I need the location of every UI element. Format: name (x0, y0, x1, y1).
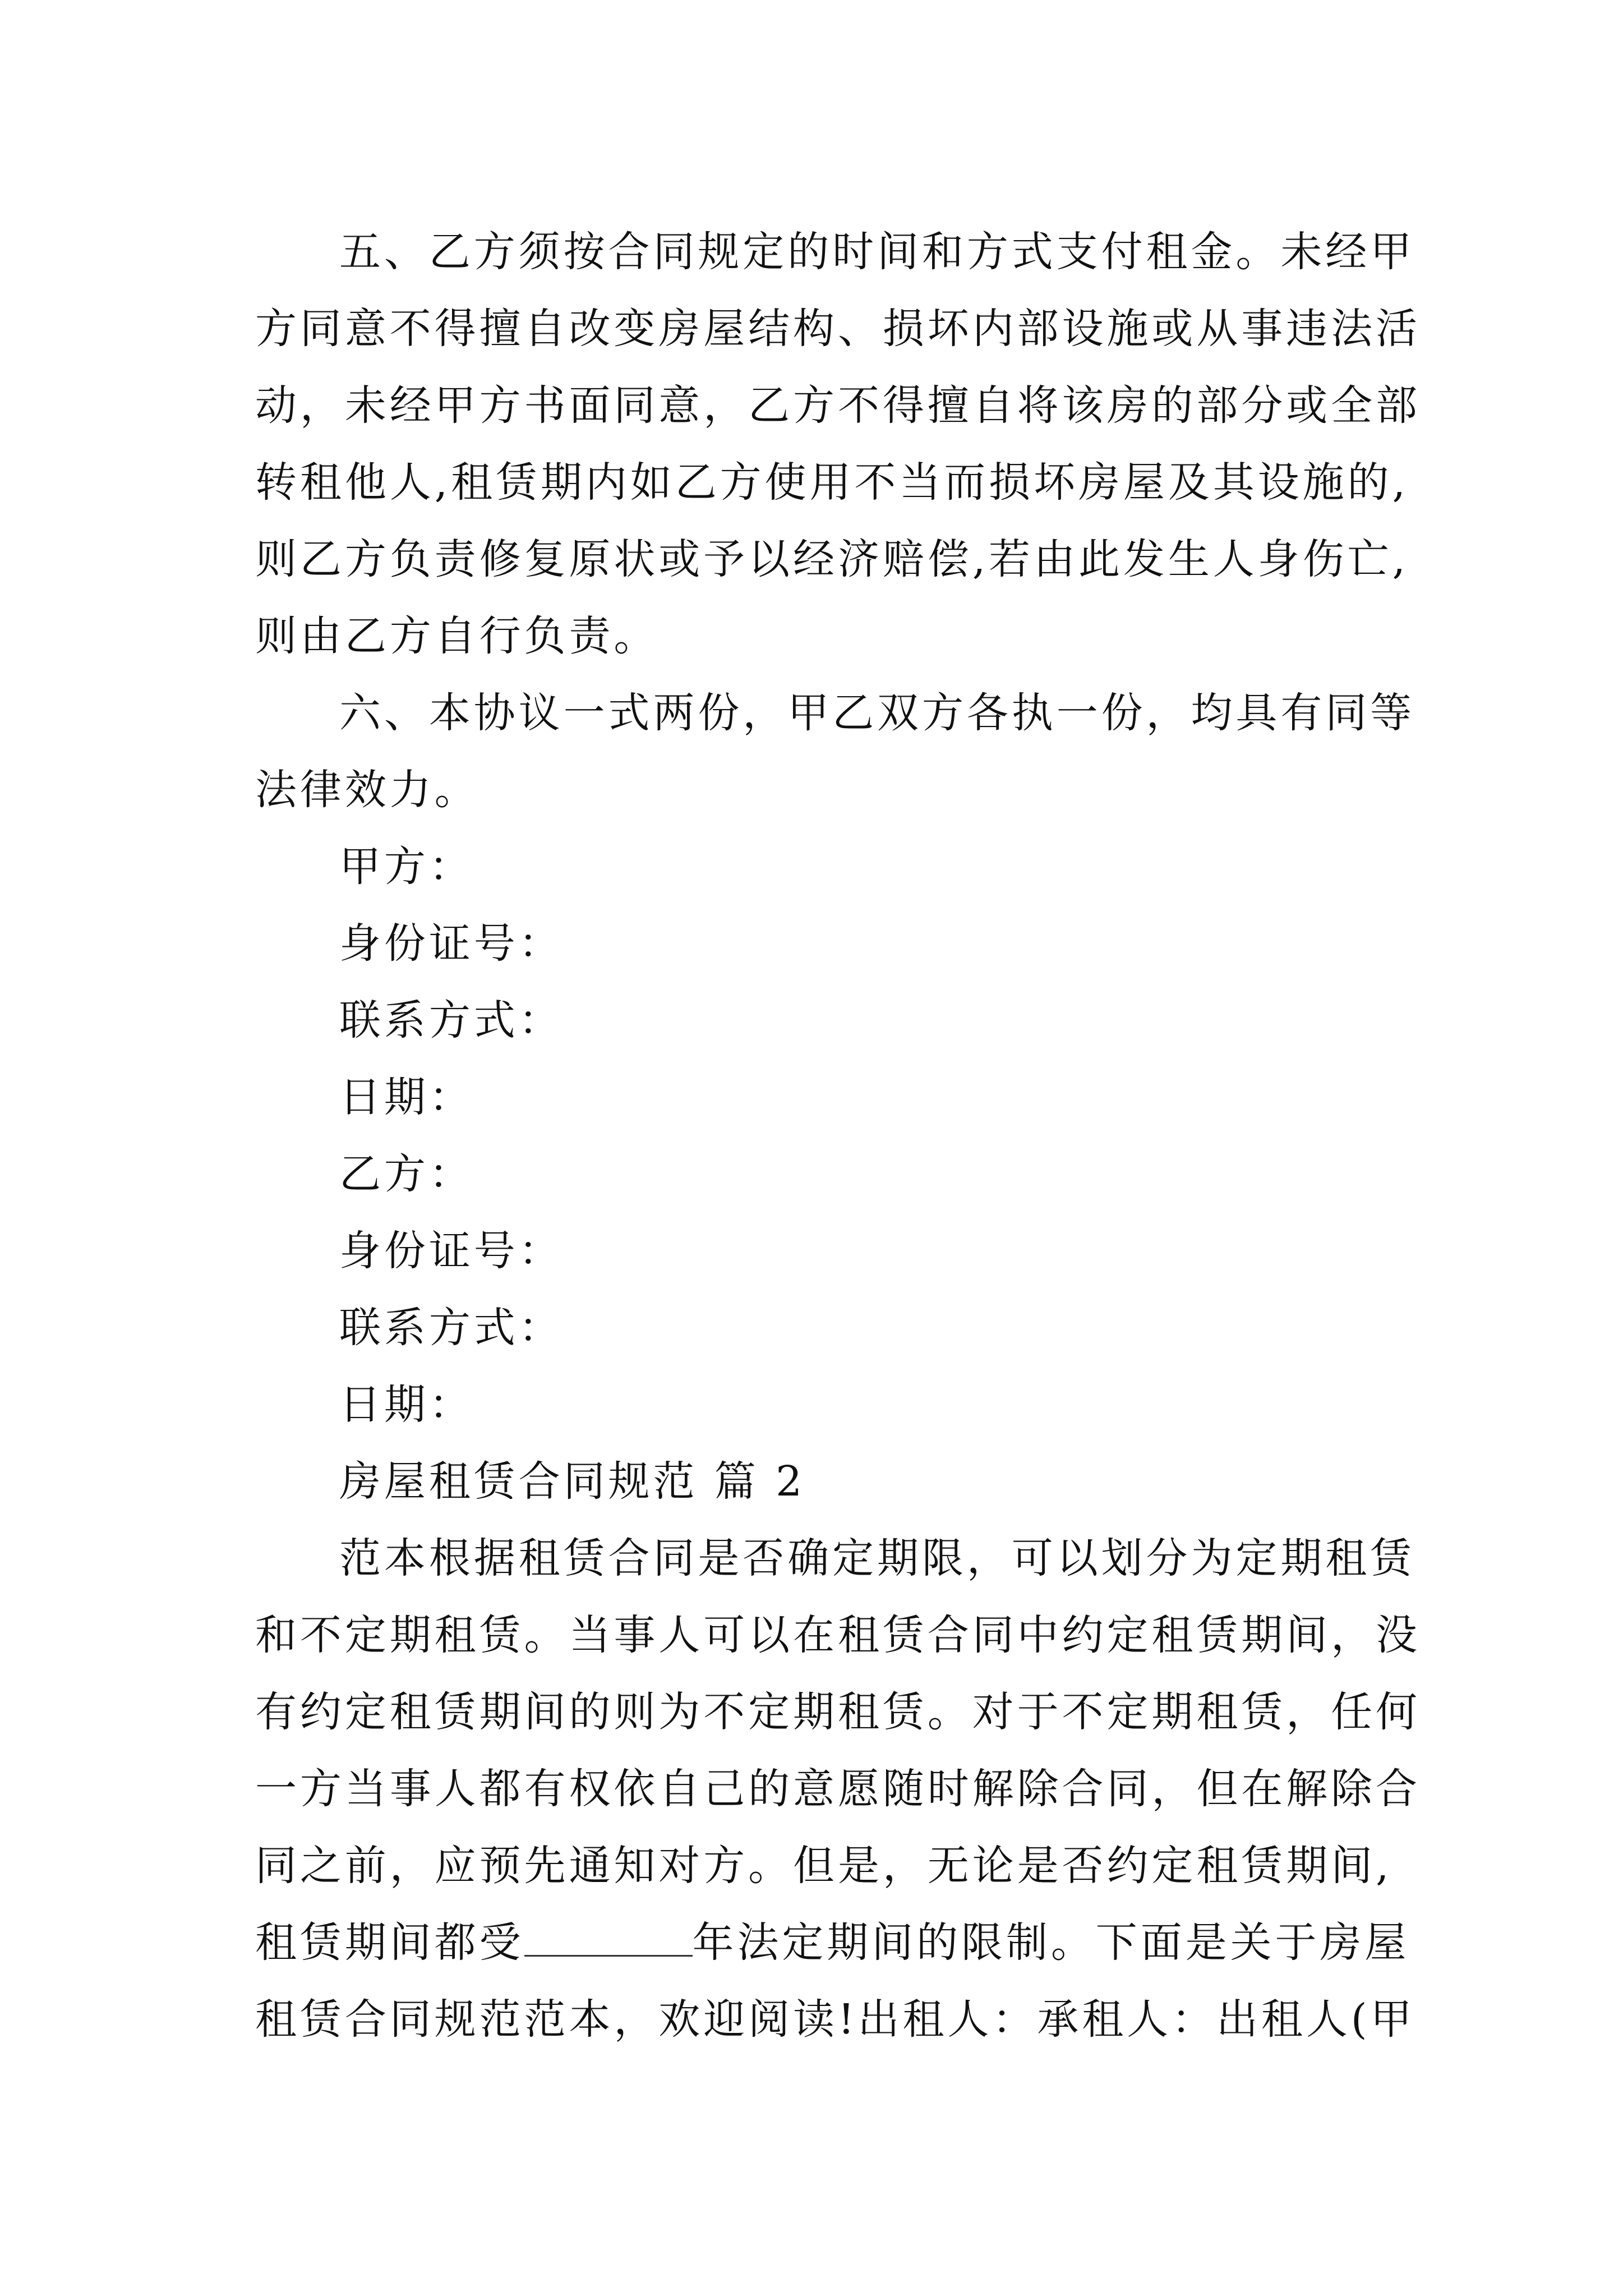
text-line-p6-l1: 六、本协议一式两份，甲乙双方各执一份，均具有同等 (339, 689, 1415, 737)
text-line-p7-l7: 租赁合同规范范本，欢迎阅读!出租人：承租人：出租人(甲 (255, 1995, 1415, 2044)
text-line-p6-l2: 法律效力。 (255, 766, 479, 814)
text-line-p5-l3: 动，未经甲方书面同意，乙方不得擅自将该房的部分或全部 (255, 381, 1421, 430)
text-line-p5-l6: 则由乙方自行负责。 (255, 612, 659, 660)
text-line-p7-l2: 和不定期租赁。当事人可以在租赁合同中约定租赁期间，没 (255, 1611, 1421, 1659)
text-line-p5-l4: 转租他人,租赁期内如乙方使用不当而损坏房屋及其设施的, (255, 458, 1409, 507)
text-line-p7-l4: 一方当事人都有权依自己的意愿随时解除合同，但在解除合 (255, 1765, 1421, 1813)
text-line-sig-b-party: 乙方： (339, 1150, 474, 1198)
text-line-sig-b-contact: 联系方式： (339, 1304, 564, 1352)
text-line-section-heading: 房屋租赁合同规范 篇 2 (339, 1457, 806, 1506)
text-line-sig-a-contact: 联系方式： (339, 996, 564, 1045)
text-line-p5-l5: 则乙方负责修复原状或予以经济赔偿,若由此发生人身伤亡, (255, 535, 1409, 583)
text-line-p7-l1: 范本根据租赁合同是否确定期限，可以划分为定期租赁 (339, 1534, 1415, 1582)
text-line-sig-b-date: 日期： (339, 1381, 474, 1429)
text-line-sig-a-date: 日期： (339, 1073, 474, 1121)
text-line-p7-l5: 同之前，应预先通知对方。但是，无论是否约定租赁期间, (255, 1842, 1393, 1890)
text-line-sig-b-id: 身份证号： (339, 1227, 564, 1275)
text-line-prefix: 租赁期间都受 (255, 1918, 524, 1967)
fill-in-blank (524, 1916, 693, 1957)
text-line-sig-a-party: 甲方： (339, 843, 474, 891)
text-line-p5-l1: 五、乙方须按合同规定的时间和方式支付租金。未经甲 (339, 228, 1415, 276)
text-line-p7-l3: 有约定租赁期间的则为不定期租赁。对于不定期租赁，任何 (255, 1688, 1421, 1736)
text-line-sig-a-id: 身份证号： (339, 919, 564, 968)
text-line-rest: 年法定期间的限制。下面是关于房屋 (692, 1918, 1410, 1967)
text-line-p5-l2: 方同意不得擅自改变房屋结构、损坏内部设施或从事违法活 (255, 305, 1421, 353)
text-line-p7-l6 (255, 1904, 1409, 1981)
